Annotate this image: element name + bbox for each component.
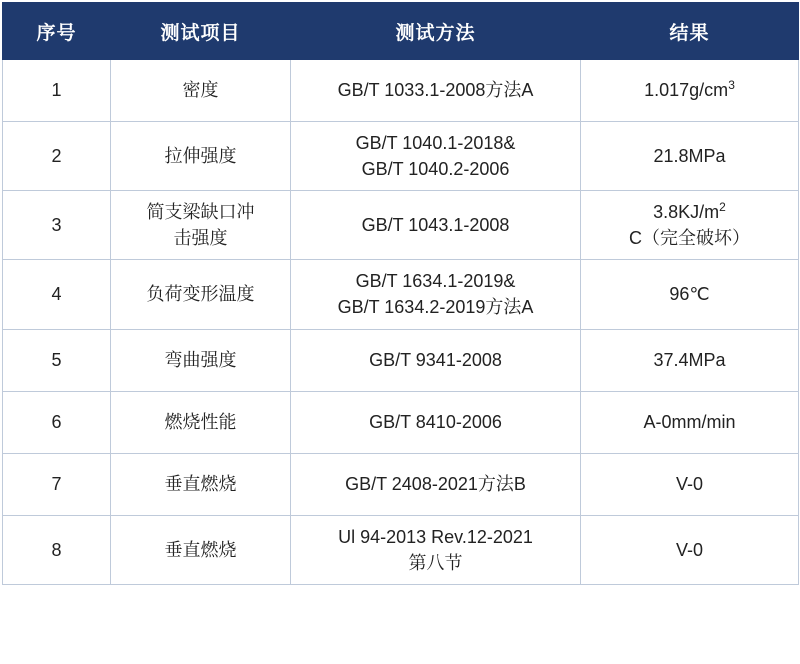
cell-item: 弯曲强度 [111,329,291,391]
table-row [3,453,799,515]
cell-method [291,391,581,453]
result-line: C（完全破坏） [629,228,750,249]
cell-result: 21.8MPa [581,122,799,191]
cell-no: 7 [3,453,111,515]
table-header [3,3,799,60]
cell-item: 垂直燃烧 [111,515,291,584]
cell-result: 96℃ [581,260,799,329]
item-line: 简支梁缺口冲 [146,202,255,223]
cell-result: 37.4MPa [581,329,799,391]
method-line: GB/T 9341-2008 [369,350,502,371]
table-row [3,515,799,584]
cell-no: 8 [3,515,111,584]
result-value: 3.8KJ/m [653,202,720,223]
cell-item: 密度 [111,60,291,122]
result-line [587,199,792,225]
cell-item [111,191,291,260]
cell-result: V-0 [581,515,799,584]
result-superscript: 2 [719,200,726,215]
test-results-table [2,2,799,585]
cell-item: 燃烧性能 [111,391,291,453]
cell-result [581,191,799,260]
cell-result: A-0mm/min [581,391,799,453]
cell-item: 垂直燃烧 [111,453,291,515]
column-header-no: 序号 [3,3,111,60]
method-line: GB/T 1033.1-2008方法A [337,80,534,101]
cell-result: V-0 [581,453,799,515]
table-header-row [3,3,799,60]
cell-method [291,191,581,260]
table-row [3,191,799,260]
cell-method [291,453,581,515]
method-line: GB/T 8410-2006 [369,412,502,433]
cell-no: 5 [3,329,111,391]
cell-method [291,515,581,584]
method-line: 第八节 [408,552,463,573]
cell-no: 3 [3,191,111,260]
item-line: 击强度 [173,228,228,249]
method-line: GB/T 1634.2-2019方法A [337,297,534,318]
cell-item: 拉伸强度 [111,122,291,191]
table-row [3,60,799,122]
table-row [3,122,799,191]
cell-no: 4 [3,260,111,329]
cell-no: 1 [3,60,111,122]
method-line: GB/T 1040.2-2006 [361,159,510,180]
cell-method [291,60,581,122]
method-line: GB/T 1040.1-2018& [355,133,516,153]
result-value: 1.017g/cm [644,80,729,101]
cell-method [291,329,581,391]
table-body [3,60,799,585]
cell-method [291,122,581,191]
cell-result [581,60,799,122]
table-row [3,329,799,391]
cell-method [291,260,581,329]
column-header-method: 测试方法 [291,3,581,60]
table-row [3,391,799,453]
column-header-item: 测试项目 [111,3,291,60]
method-line: GB/T 2408-2021方法B [345,474,526,495]
cell-item: 负荷变形温度 [111,260,291,329]
cell-no: 2 [3,122,111,191]
method-line: Ul 94-2013 Rev.12-2021 [338,526,533,547]
result-superscript: 3 [728,78,735,93]
method-line: GB/T 1043.1-2008 [361,215,510,236]
cell-no: 6 [3,391,111,453]
table-row [3,260,799,329]
method-line: GB/T 1634.1-2019& [355,271,516,292]
column-header-result: 结果 [581,3,799,60]
